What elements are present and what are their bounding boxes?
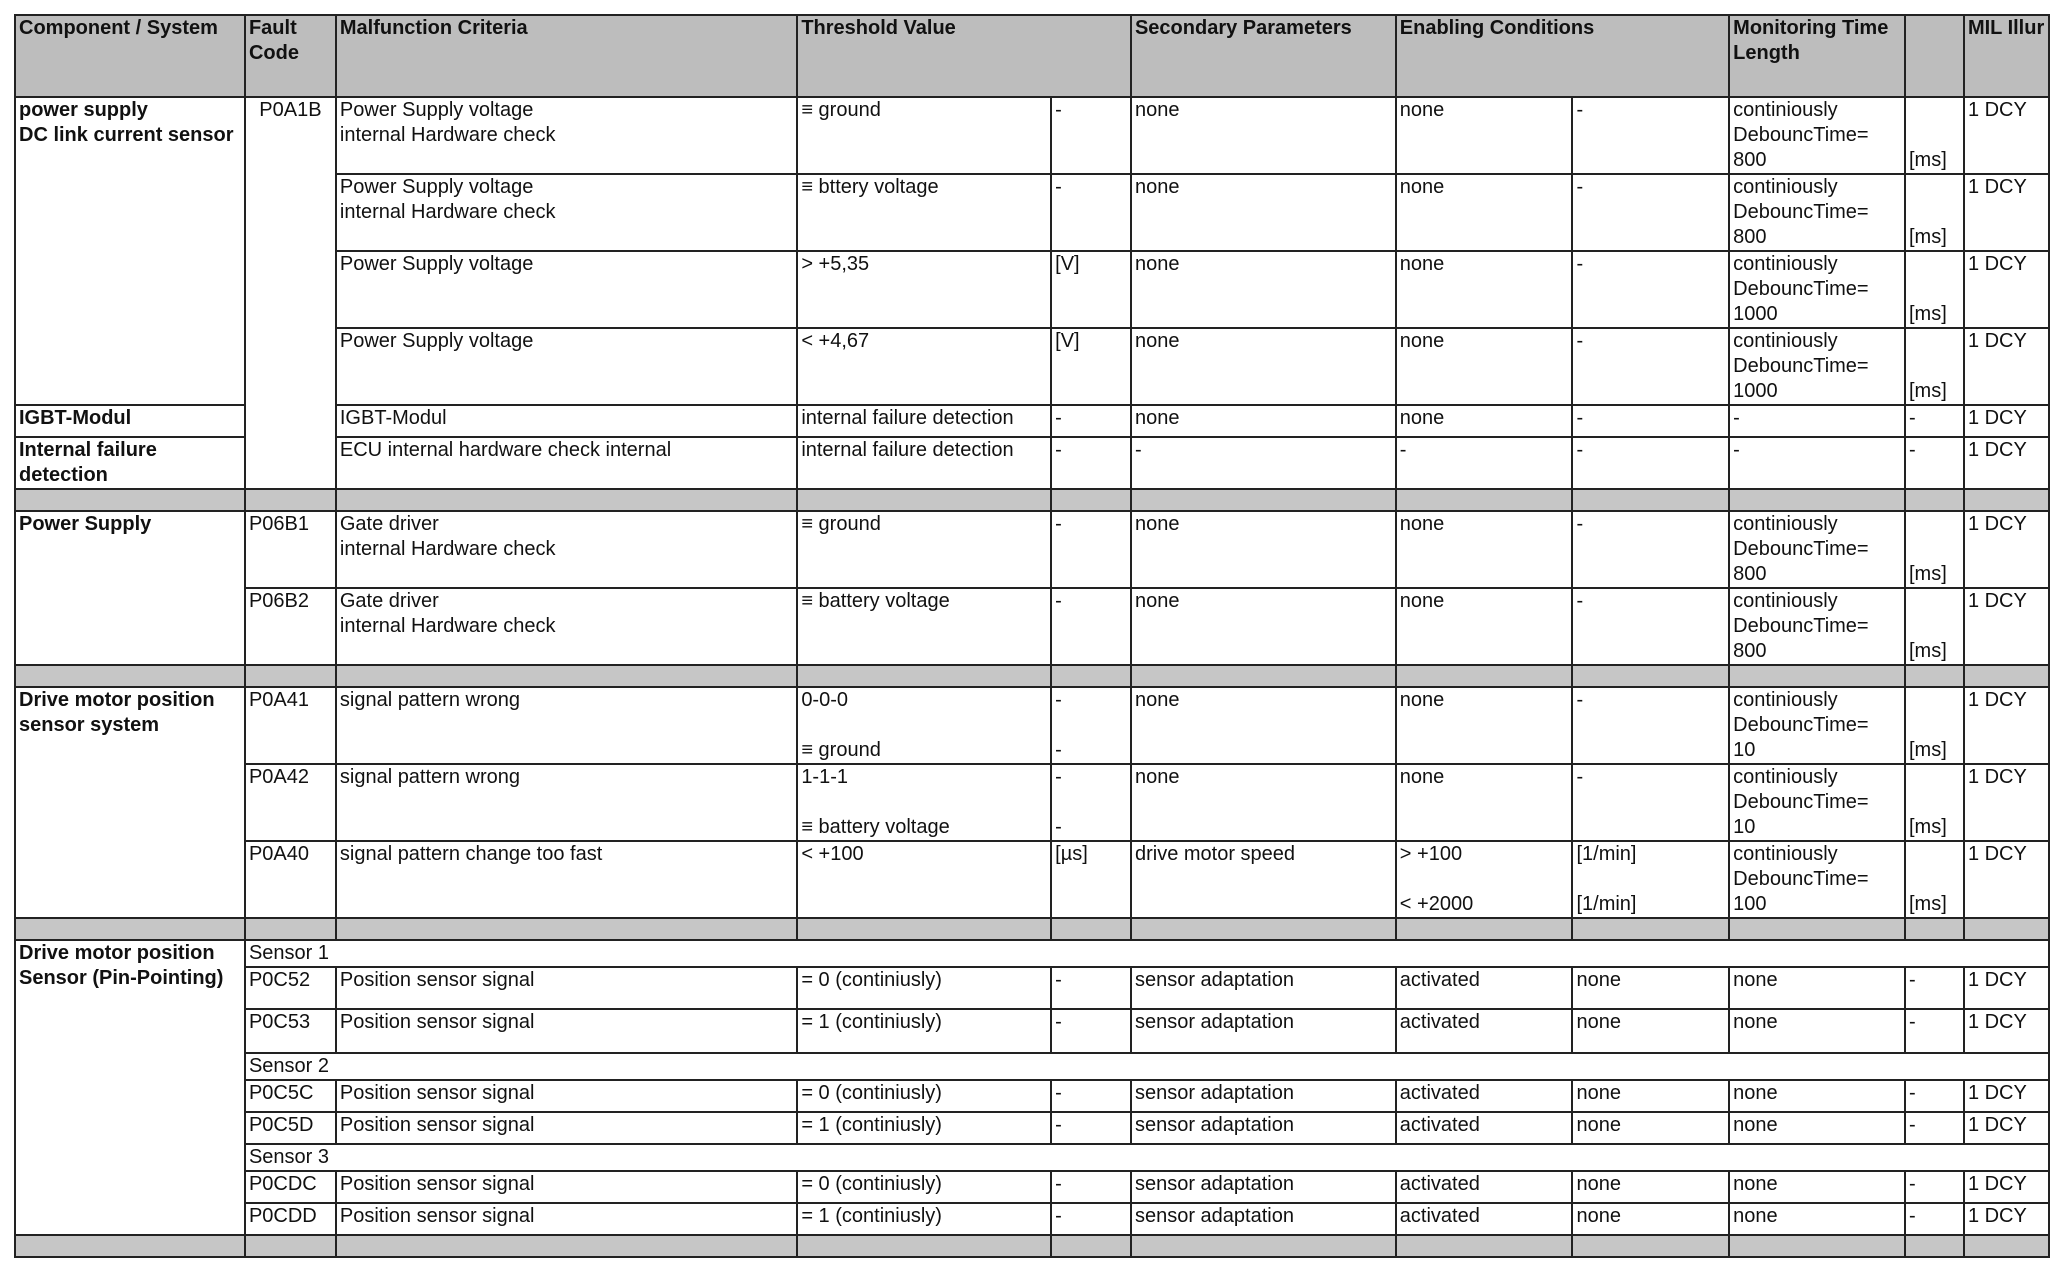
threshold-unit: -: [1051, 588, 1131, 665]
monitoring-unit: [ms]: [1905, 511, 1964, 588]
fault-code: P0C5C: [245, 1080, 336, 1112]
monitoring-unit: -: [1905, 1112, 1964, 1144]
monitoring-cell: continiously DebouncTime= 800: [1729, 588, 1905, 665]
enabling-unit: -: [1572, 97, 1729, 174]
monitoring-cell: -: [1729, 405, 1905, 437]
table-row: [15, 1112, 2049, 1144]
threshold-value: internal failure detection: [797, 405, 1051, 437]
threshold-unit: -: [1051, 1203, 1131, 1235]
monitoring-unit: -: [1905, 1080, 1964, 1112]
secondary-param: -: [1131, 437, 1396, 489]
table-row: [15, 687, 2049, 764]
monitoring-unit: [ms]: [1905, 251, 1964, 328]
monitoring-cell: none: [1729, 1203, 1905, 1235]
criteria-cell: ECU internal hardware check internal: [336, 437, 797, 489]
mil-value: 1 DCY: [1964, 511, 2049, 588]
monitoring-cell: continiously DebouncTime= 1000: [1729, 328, 1905, 405]
table-row: [15, 1080, 2049, 1112]
enabling-value: none: [1396, 764, 1573, 841]
criteria-cell: Position sensor signal: [336, 1080, 797, 1112]
secondary-param: none: [1131, 97, 1396, 174]
mil-value: 1 DCY: [1964, 97, 2049, 174]
enabling-unit: -: [1572, 588, 1729, 665]
threshold-unit: -: [1051, 174, 1131, 251]
secondary-param: none: [1131, 588, 1396, 665]
enabling-value: activated: [1396, 1112, 1573, 1144]
monitoring-unit: -: [1905, 967, 1964, 1009]
enabling-value: none: [1396, 405, 1573, 437]
monitoring-unit: [ms]: [1905, 687, 1964, 764]
monitoring-cell: none: [1729, 1171, 1905, 1203]
criteria-cell: Power Supply voltage: [336, 328, 797, 405]
threshold-value: = 1 (continiusly): [797, 1203, 1051, 1235]
enabling-value: none: [1396, 511, 1573, 588]
enabling-unit: none: [1572, 967, 1729, 1009]
enabling-value: none: [1396, 588, 1573, 665]
table-row: [15, 764, 2049, 841]
monitoring-unit: [ms]: [1905, 174, 1964, 251]
mil-value: 1 DCY: [1964, 764, 2049, 841]
header-blank: [1905, 15, 1964, 97]
threshold-unit: -: [1051, 511, 1131, 588]
header-threshold: Threshold Value: [797, 15, 1131, 97]
enabling-value: none: [1396, 328, 1573, 405]
criteria-cell: Position sensor signal: [336, 1203, 797, 1235]
header-fault-code: Fault Code: [245, 15, 336, 97]
threshold-unit: -: [1051, 1009, 1131, 1053]
threshold-unit: -: [1051, 405, 1131, 437]
separator-row: [15, 489, 2049, 511]
table-row: [15, 1171, 2049, 1203]
mil-value: 1 DCY: [1964, 405, 2049, 437]
enabling-value: none: [1396, 251, 1573, 328]
threshold-unit: -: [1051, 1112, 1131, 1144]
mil-value: 1 DCY: [1964, 1203, 2049, 1235]
enabling-value: > +100 < +2000: [1396, 841, 1573, 918]
mil-value: 1 DCY: [1964, 251, 2049, 328]
threshold-value: ≡ battery voltage: [797, 588, 1051, 665]
component-cell: [15, 97, 245, 405]
header-component: Component / System: [15, 15, 245, 97]
mil-value: 1 DCY: [1964, 437, 2049, 489]
secondary-param: sensor adaptation: [1131, 967, 1396, 1009]
sensor-label: Sensor 3: [245, 1144, 2049, 1171]
header-row: [15, 15, 2049, 97]
secondary-param: none: [1131, 174, 1396, 251]
criteria-cell: Gate driver internal Hardware check: [336, 588, 797, 665]
criteria-cell: Power Supply voltage: [336, 251, 797, 328]
fault-code: P0A41: [245, 687, 336, 764]
enabling-value: activated: [1396, 1171, 1573, 1203]
fault-code: P06B1: [245, 511, 336, 588]
criteria-cell: Position sensor signal: [336, 967, 797, 1009]
threshold-value: < +100: [797, 841, 1051, 918]
threshold-unit: -: [1051, 437, 1131, 489]
threshold-unit: [V]: [1051, 328, 1131, 405]
monitoring-unit: [ms]: [1905, 97, 1964, 174]
component-line: power supply: [19, 99, 148, 121]
threshold-value: ≡ ground: [797, 97, 1051, 174]
mil-value: 1 DCY: [1964, 1009, 2049, 1053]
monitoring-cell: none: [1729, 1080, 1905, 1112]
component-cell: Power Supply: [15, 511, 245, 665]
table-row: [15, 967, 2049, 1009]
fault-code: P0C5D: [245, 1112, 336, 1144]
threshold-unit: -: [1051, 1171, 1131, 1203]
secondary-param: sensor adaptation: [1131, 1009, 1396, 1053]
separator-row: [15, 665, 2049, 687]
monitoring-unit: -: [1905, 1009, 1964, 1053]
threshold-unit: -: [1051, 1080, 1131, 1112]
diagnostic-table: [14, 14, 2050, 1258]
table-row: [15, 588, 2049, 665]
table-row: [15, 97, 2049, 174]
threshold-value: = 0 (continiusly): [797, 967, 1051, 1009]
monitoring-cell: continiously DebouncTime= 1000: [1729, 251, 1905, 328]
threshold-value: 1-1-1 ≡ battery voltage: [797, 764, 1051, 841]
enabling-unit: -: [1572, 251, 1729, 328]
component-line: DC link current sensor: [19, 124, 234, 146]
enabling-unit: -: [1572, 687, 1729, 764]
secondary-param: drive motor speed: [1131, 841, 1396, 918]
monitoring-cell: none: [1729, 1009, 1905, 1053]
enabling-value: activated: [1396, 1009, 1573, 1053]
mil-value: 1 DCY: [1964, 588, 2049, 665]
criteria-cell: signal pattern change too fast: [336, 841, 797, 918]
enabling-unit: none: [1572, 1203, 1729, 1235]
monitoring-cell: continiously DebouncTime= 10: [1729, 764, 1905, 841]
criteria-cell: Power Supply voltage internal Hardware check: [336, 97, 797, 174]
criteria-cell: Power Supply voltage internal Hardware check: [336, 174, 797, 251]
monitoring-cell: continiously DebouncTime= 800: [1729, 97, 1905, 174]
threshold-value: > +5,35: [797, 251, 1051, 328]
monitoring-unit: [ms]: [1905, 588, 1964, 665]
criteria-cell: Position sensor signal: [336, 1171, 797, 1203]
secondary-param: none: [1131, 328, 1396, 405]
header-secondary: Secondary Parameters: [1131, 15, 1396, 97]
header-mil: MIL Illur: [1964, 15, 2049, 97]
mil-value: 1 DCY: [1964, 841, 2049, 918]
criteria-cell: Position sensor signal: [336, 1009, 797, 1053]
secondary-param: sensor adaptation: [1131, 1171, 1396, 1203]
header-malfunction: Malfunction Criteria: [336, 15, 797, 97]
criteria-cell: Gate driver internal Hardware check: [336, 511, 797, 588]
mil-value: 1 DCY: [1964, 687, 2049, 764]
enabling-unit: -: [1572, 328, 1729, 405]
enabling-unit: [1/min] [1/min]: [1572, 841, 1729, 918]
fault-code: P0A40: [245, 841, 336, 918]
secondary-param: none: [1131, 511, 1396, 588]
mil-value: 1 DCY: [1964, 174, 2049, 251]
sensor-label-row: [15, 1053, 2049, 1080]
threshold-value: = 0 (continiusly): [797, 1080, 1051, 1112]
monitoring-unit: -: [1905, 437, 1964, 489]
monitoring-cell: continiously DebouncTime= 10: [1729, 687, 1905, 764]
enabling-value: -: [1396, 437, 1573, 489]
component-cell: Internal failure detection: [15, 437, 245, 489]
header-enabling: Enabling Conditions: [1396, 15, 1729, 97]
threshold-unit: - -: [1051, 764, 1131, 841]
threshold-value: 0-0-0 ≡ ground: [797, 687, 1051, 764]
threshold-value: < +4,67: [797, 328, 1051, 405]
component-cell: Drive motor position Sensor (Pin-Pointing): [15, 940, 245, 1235]
enabling-unit: -: [1572, 405, 1729, 437]
fault-code: P0C53: [245, 1009, 336, 1053]
enabling-unit: -: [1572, 511, 1729, 588]
threshold-value: = 1 (continiusly): [797, 1112, 1051, 1144]
secondary-param: none: [1131, 764, 1396, 841]
monitoring-unit: -: [1905, 1171, 1964, 1203]
fault-code: P0A42: [245, 764, 336, 841]
mil-value: 1 DCY: [1964, 328, 2049, 405]
table-row: [15, 841, 2049, 918]
monitoring-cell: continiously DebouncTime= 100: [1729, 841, 1905, 918]
secondary-param: none: [1131, 405, 1396, 437]
table-row: [15, 1009, 2049, 1053]
secondary-param: none: [1131, 251, 1396, 328]
enabling-unit: -: [1572, 764, 1729, 841]
monitoring-cell: -: [1729, 437, 1905, 489]
secondary-param: sensor adaptation: [1131, 1080, 1396, 1112]
enabling-value: none: [1396, 174, 1573, 251]
threshold-value: internal failure detection: [797, 437, 1051, 489]
table-row: [15, 511, 2049, 588]
table-row: [15, 1203, 2049, 1235]
monitoring-cell: continiously DebouncTime= 800: [1729, 174, 1905, 251]
mil-value: 1 DCY: [1964, 1171, 2049, 1203]
monitoring-unit: [ms]: [1905, 841, 1964, 918]
separator-row: [15, 918, 2049, 940]
sensor-label-row: [15, 940, 2049, 967]
enabling-value: activated: [1396, 1203, 1573, 1235]
enabling-unit: -: [1572, 437, 1729, 489]
secondary-param: none: [1131, 687, 1396, 764]
component-cell: Drive motor position sensor system: [15, 687, 245, 918]
monitoring-unit: -: [1905, 405, 1964, 437]
separator-row: [15, 1235, 2049, 1257]
enabling-unit: none: [1572, 1171, 1729, 1203]
sensor-label-row: [15, 1144, 2049, 1171]
monitoring-unit: [ms]: [1905, 328, 1964, 405]
threshold-unit: -: [1051, 967, 1131, 1009]
enabling-unit: -: [1572, 174, 1729, 251]
threshold-unit: - -: [1051, 687, 1131, 764]
threshold-value: = 0 (continiusly): [797, 1171, 1051, 1203]
threshold-value: ≡ ground: [797, 511, 1051, 588]
mil-value: 1 DCY: [1964, 1080, 2049, 1112]
enabling-value: none: [1396, 97, 1573, 174]
enabling-unit: none: [1572, 1112, 1729, 1144]
criteria-cell: Position sensor signal: [336, 1112, 797, 1144]
threshold-value: ≡ bttery voltage: [797, 174, 1051, 251]
mil-value: 1 DCY: [1964, 967, 2049, 1009]
header-monitoring: Monitoring Time Length: [1729, 15, 1905, 97]
fault-code: P0C52: [245, 967, 336, 1009]
monitoring-unit: [ms]: [1905, 764, 1964, 841]
monitoring-cell: none: [1729, 967, 1905, 1009]
secondary-param: sensor adaptation: [1131, 1203, 1396, 1235]
enabling-unit: none: [1572, 1009, 1729, 1053]
enabling-value: activated: [1396, 1080, 1573, 1112]
fault-code: P0A1B: [245, 97, 336, 489]
monitoring-cell: continiously DebouncTime= 800: [1729, 511, 1905, 588]
monitoring-cell: none: [1729, 1112, 1905, 1144]
enabling-value: none: [1396, 687, 1573, 764]
monitoring-unit: -: [1905, 1203, 1964, 1235]
sensor-label: Sensor 1: [245, 940, 2049, 967]
threshold-unit: -: [1051, 97, 1131, 174]
criteria-cell: signal pattern wrong: [336, 764, 797, 841]
sensor-label: Sensor 2: [245, 1053, 2049, 1080]
fault-code: P06B2: [245, 588, 336, 665]
threshold-value: = 1 (continiusly): [797, 1009, 1051, 1053]
threshold-unit: [µs]: [1051, 841, 1131, 918]
criteria-cell: IGBT-Modul: [336, 405, 797, 437]
enabling-value: activated: [1396, 967, 1573, 1009]
enabling-unit: none: [1572, 1080, 1729, 1112]
fault-code: P0CDD: [245, 1203, 336, 1235]
criteria-cell: signal pattern wrong: [336, 687, 797, 764]
threshold-unit: [V]: [1051, 251, 1131, 328]
mil-value: 1 DCY: [1964, 1112, 2049, 1144]
secondary-param: sensor adaptation: [1131, 1112, 1396, 1144]
fault-code: P0CDC: [245, 1171, 336, 1203]
component-cell: IGBT-Modul: [15, 405, 245, 437]
